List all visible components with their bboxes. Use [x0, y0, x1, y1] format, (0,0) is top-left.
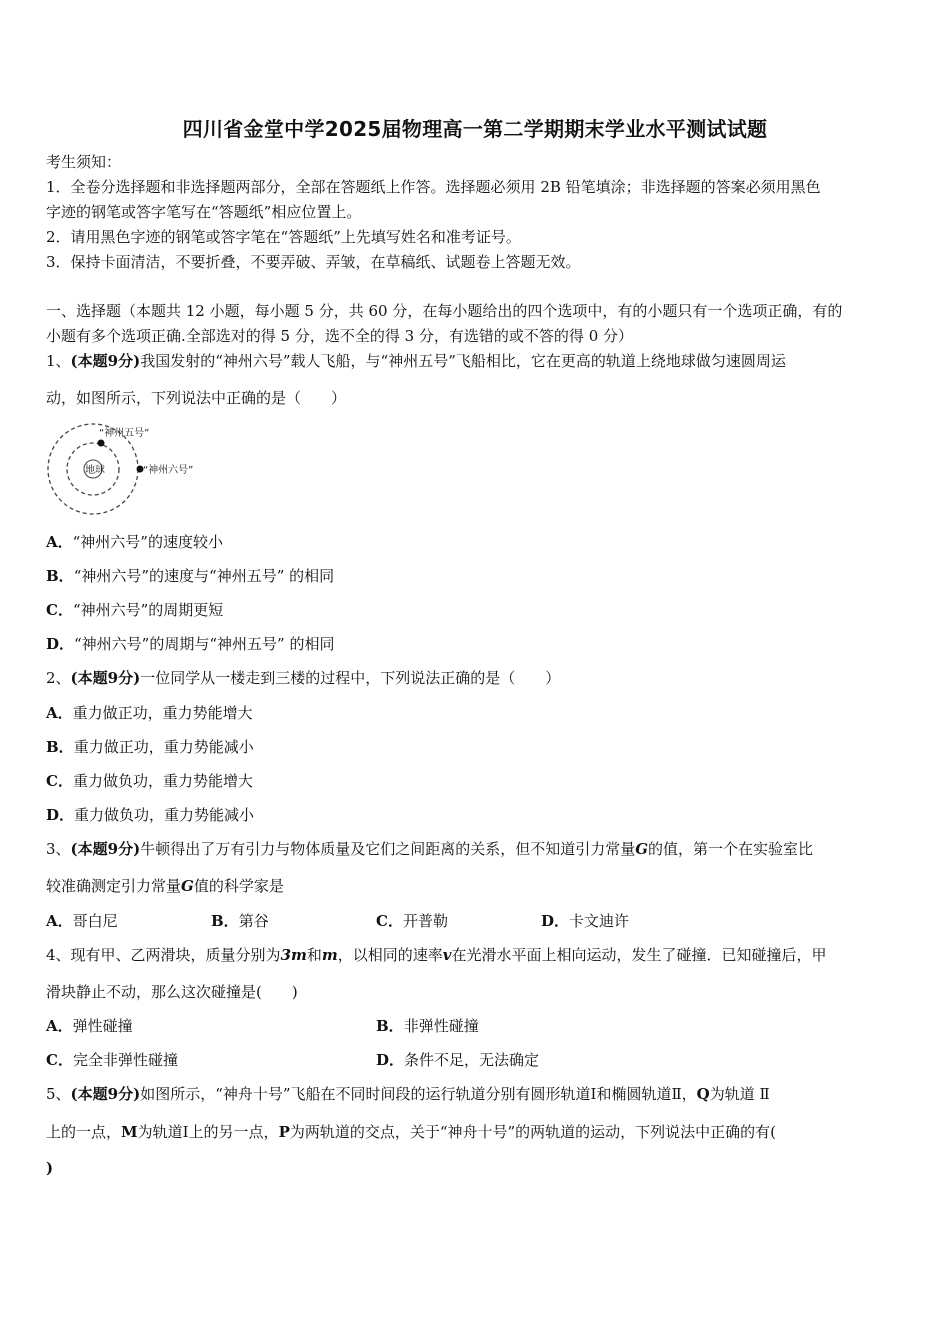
q2-option-d-letter: D．	[46, 806, 75, 824]
q2-option-c-letter: C．	[46, 772, 73, 790]
q1-text-1: 我国发射的“神州六号”载人飞船，与“神州五号”飞船相比，它在更高的轨道上绕地球做匀速圆周运	[140, 352, 786, 370]
q4-and: 和	[306, 946, 322, 964]
q2-line1	[46, 668, 560, 688]
q3-line2	[46, 876, 284, 896]
q4-text-1a: 现有甲、乙两滑块，质量分别为	[70, 946, 281, 964]
q5-text-2a: 上的一点，	[46, 1123, 122, 1141]
q5-line1	[46, 1084, 770, 1104]
q1-option-c	[46, 600, 223, 620]
q4-speed-v: v	[442, 946, 452, 964]
q4-option-c	[46, 1050, 178, 1070]
q5-point-p: P	[278, 1123, 290, 1141]
q4-option-d	[376, 1050, 539, 1070]
q3-option-c	[376, 911, 448, 931]
shenzhou5-dot	[98, 440, 105, 447]
q4-mass-3m: 3m	[280, 946, 307, 964]
q1-number: 1、	[46, 352, 71, 370]
q3-option-d-letter: D．	[541, 912, 570, 930]
q1-option-b-letter: B．	[46, 567, 74, 585]
q3-option-a	[46, 911, 118, 931]
q1-option-c-letter: C．	[46, 601, 73, 619]
q3-text-2a: 较准确测定引力常量	[46, 877, 182, 895]
q2-option-b-text: 重力做正功，重力势能减小	[73, 738, 254, 756]
q4-option-c-letter: C．	[46, 1051, 73, 1069]
q5-score: (本题9分)	[70, 1085, 141, 1103]
q1-option-d-text: “神州六号”的周期与“神州五号” 的相同	[74, 635, 335, 653]
q4-option-a	[46, 1016, 133, 1036]
q3-line1	[46, 839, 813, 859]
q3-text-2b: 值的科学家是	[193, 877, 284, 895]
q4-text-1c: 在光滑水平面上相向运动，发生了碰撞．已知碰撞后，甲	[451, 946, 827, 964]
q4-option-d-letter: D．	[376, 1051, 405, 1069]
q4-line1	[46, 945, 827, 965]
q5-text-2c: 为两轨道的交点，关于“神舟十号”的两轨道的运动，下列说法中正确的有(	[289, 1123, 777, 1141]
section-heading-line2: 小题有多个选项正确.全部选对的得 5 分，选不全的得 3 分，有选错的或不答的得 0 分）	[46, 327, 634, 345]
orbit-diagram-svg	[44, 418, 214, 518]
q2-option-a-letter: A．	[46, 704, 73, 722]
q5-point-q: Q	[696, 1085, 710, 1103]
q4-line2: 滑块静止不动，那么这次碰撞是( )	[46, 983, 298, 1001]
q3-score: (本题9分)	[70, 840, 141, 858]
q1-option-b	[46, 566, 334, 586]
q3-symbol-g2: G	[181, 877, 194, 895]
q1-line2: 动，如图所示，下列说法中正确的是（ ）	[46, 389, 347, 407]
q2-option-d-text: 重力做负功，重力势能减小	[74, 806, 255, 824]
q3-option-b	[211, 911, 269, 931]
q5-point-m: M	[121, 1123, 138, 1141]
q2-option-a-text: 重力做正功，重力势能增大	[72, 704, 253, 722]
notice-item-2: 2．请用黑色字迹的钢笔或答字笔在“答题纸”上先填写姓名和准考证号。	[46, 228, 521, 246]
q5-line2	[46, 1122, 776, 1142]
q4-option-d-text: 条件不足，无法确定	[404, 1051, 540, 1069]
q1-score: (本题9分)	[70, 352, 141, 370]
q2-option-b	[46, 737, 254, 757]
q3-option-a-letter: A．	[46, 912, 73, 930]
shenzhou6-label: “神州六号”	[143, 465, 194, 476]
q2-option-a	[46, 703, 253, 723]
page-title: 四川省金堂中学2025届物理高一第二学期期末学业水平测试试题	[182, 117, 768, 141]
q5-line3: )	[46, 1159, 54, 1177]
q4-option-b-text: 非弹性碰撞	[403, 1017, 479, 1035]
q1-option-a-text: “神州六号”的速度较小	[72, 533, 223, 551]
orbit-diagram	[44, 418, 214, 518]
q3-option-d-text: 卡文迪许	[569, 912, 630, 930]
notice-item-1b: 字迹的钢笔或答字笔写在“答题纸”相应位置上。	[46, 203, 362, 221]
q3-text-1b: 的值，第一个在实验室比	[648, 840, 814, 858]
q5-text-1a: 如图所示，“神舟十号”飞船在不同时间段的运行轨道分别有圆形轨道Ⅰ和椭圆轨道Ⅱ，	[140, 1085, 697, 1103]
q2-option-b-letter: B．	[46, 738, 74, 756]
q2-number: 2、	[46, 669, 71, 687]
q4-number: 4、	[46, 946, 71, 964]
q3-option-b-letter: B．	[211, 912, 239, 930]
q2-option-d	[46, 805, 254, 825]
q2-score: (本题9分)	[70, 669, 141, 687]
section-heading-line1: 一、选择题（本题共 12 小题，每小题 5 分，共 60 分，在每小题给出的四个选项中，有的小题只有一个选项正确，有的	[46, 302, 843, 320]
shenzhou5-label: “神州五号”	[99, 428, 150, 439]
notice-item-1a: 1．全卷分选择题和非选择题两部分，全部在答题纸上作答。选择题必须用 2B 铅笔填涂；非选择题的答案必须用黑色	[46, 178, 821, 196]
q1-option-b-text: “神州六号”的速度与“神州五号” 的相同	[73, 567, 335, 585]
q5-text-2b: 为轨道Ⅰ上的另一点，	[137, 1123, 279, 1141]
q2-option-c	[46, 771, 253, 791]
q4-option-b-letter: B．	[376, 1017, 404, 1035]
q4-text-1b: ，以相同的速率	[337, 946, 443, 964]
q3-option-a-text: 哥白尼	[72, 912, 118, 930]
q4-option-a-text: 弹性碰撞	[72, 1017, 133, 1035]
earth-label: 地球	[85, 465, 105, 476]
q1-option-a	[46, 532, 223, 552]
notice-item-3: 3．保持卡面清洁，不要折叠，不要弄破、弄皱，在草稿纸、试题卷上答题无效。	[46, 253, 581, 271]
q4-option-b	[376, 1016, 479, 1036]
q3-text-1a: 牛顿得出了万有引力与物体质量及它们之间距离的关系，但不知道引力常量	[140, 840, 636, 858]
q1-option-a-letter: A．	[46, 533, 73, 551]
q5-number: 5、	[46, 1085, 71, 1103]
q4-option-c-text: 完全非弹性碰撞	[72, 1051, 178, 1069]
q3-number: 3、	[46, 840, 71, 858]
q2-text: 一位同学从一楼走到三楼的过程中，下列说法正确的是（ ）	[140, 669, 561, 687]
q2-option-c-text: 重力做负功，重力势能增大	[72, 772, 253, 790]
q3-option-c-letter: C．	[376, 912, 403, 930]
q3-option-c-text: 开普勒	[402, 912, 448, 930]
q4-option-a-letter: A．	[46, 1017, 73, 1035]
q1-option-d-letter: D．	[46, 635, 75, 653]
q3-option-b-text: 第谷	[238, 912, 269, 930]
q5-text-1b: 为轨道 Ⅱ	[709, 1085, 770, 1103]
q1-option-d	[46, 634, 334, 654]
q4-mass-m: m	[321, 946, 338, 964]
q3-option-d	[541, 911, 629, 931]
q1-option-c-text: “神州六号”的周期更短	[72, 601, 224, 619]
q1-line1	[46, 351, 786, 371]
notice-heading: 考生须知：	[46, 153, 122, 171]
q3-symbol-g: G	[635, 840, 649, 858]
